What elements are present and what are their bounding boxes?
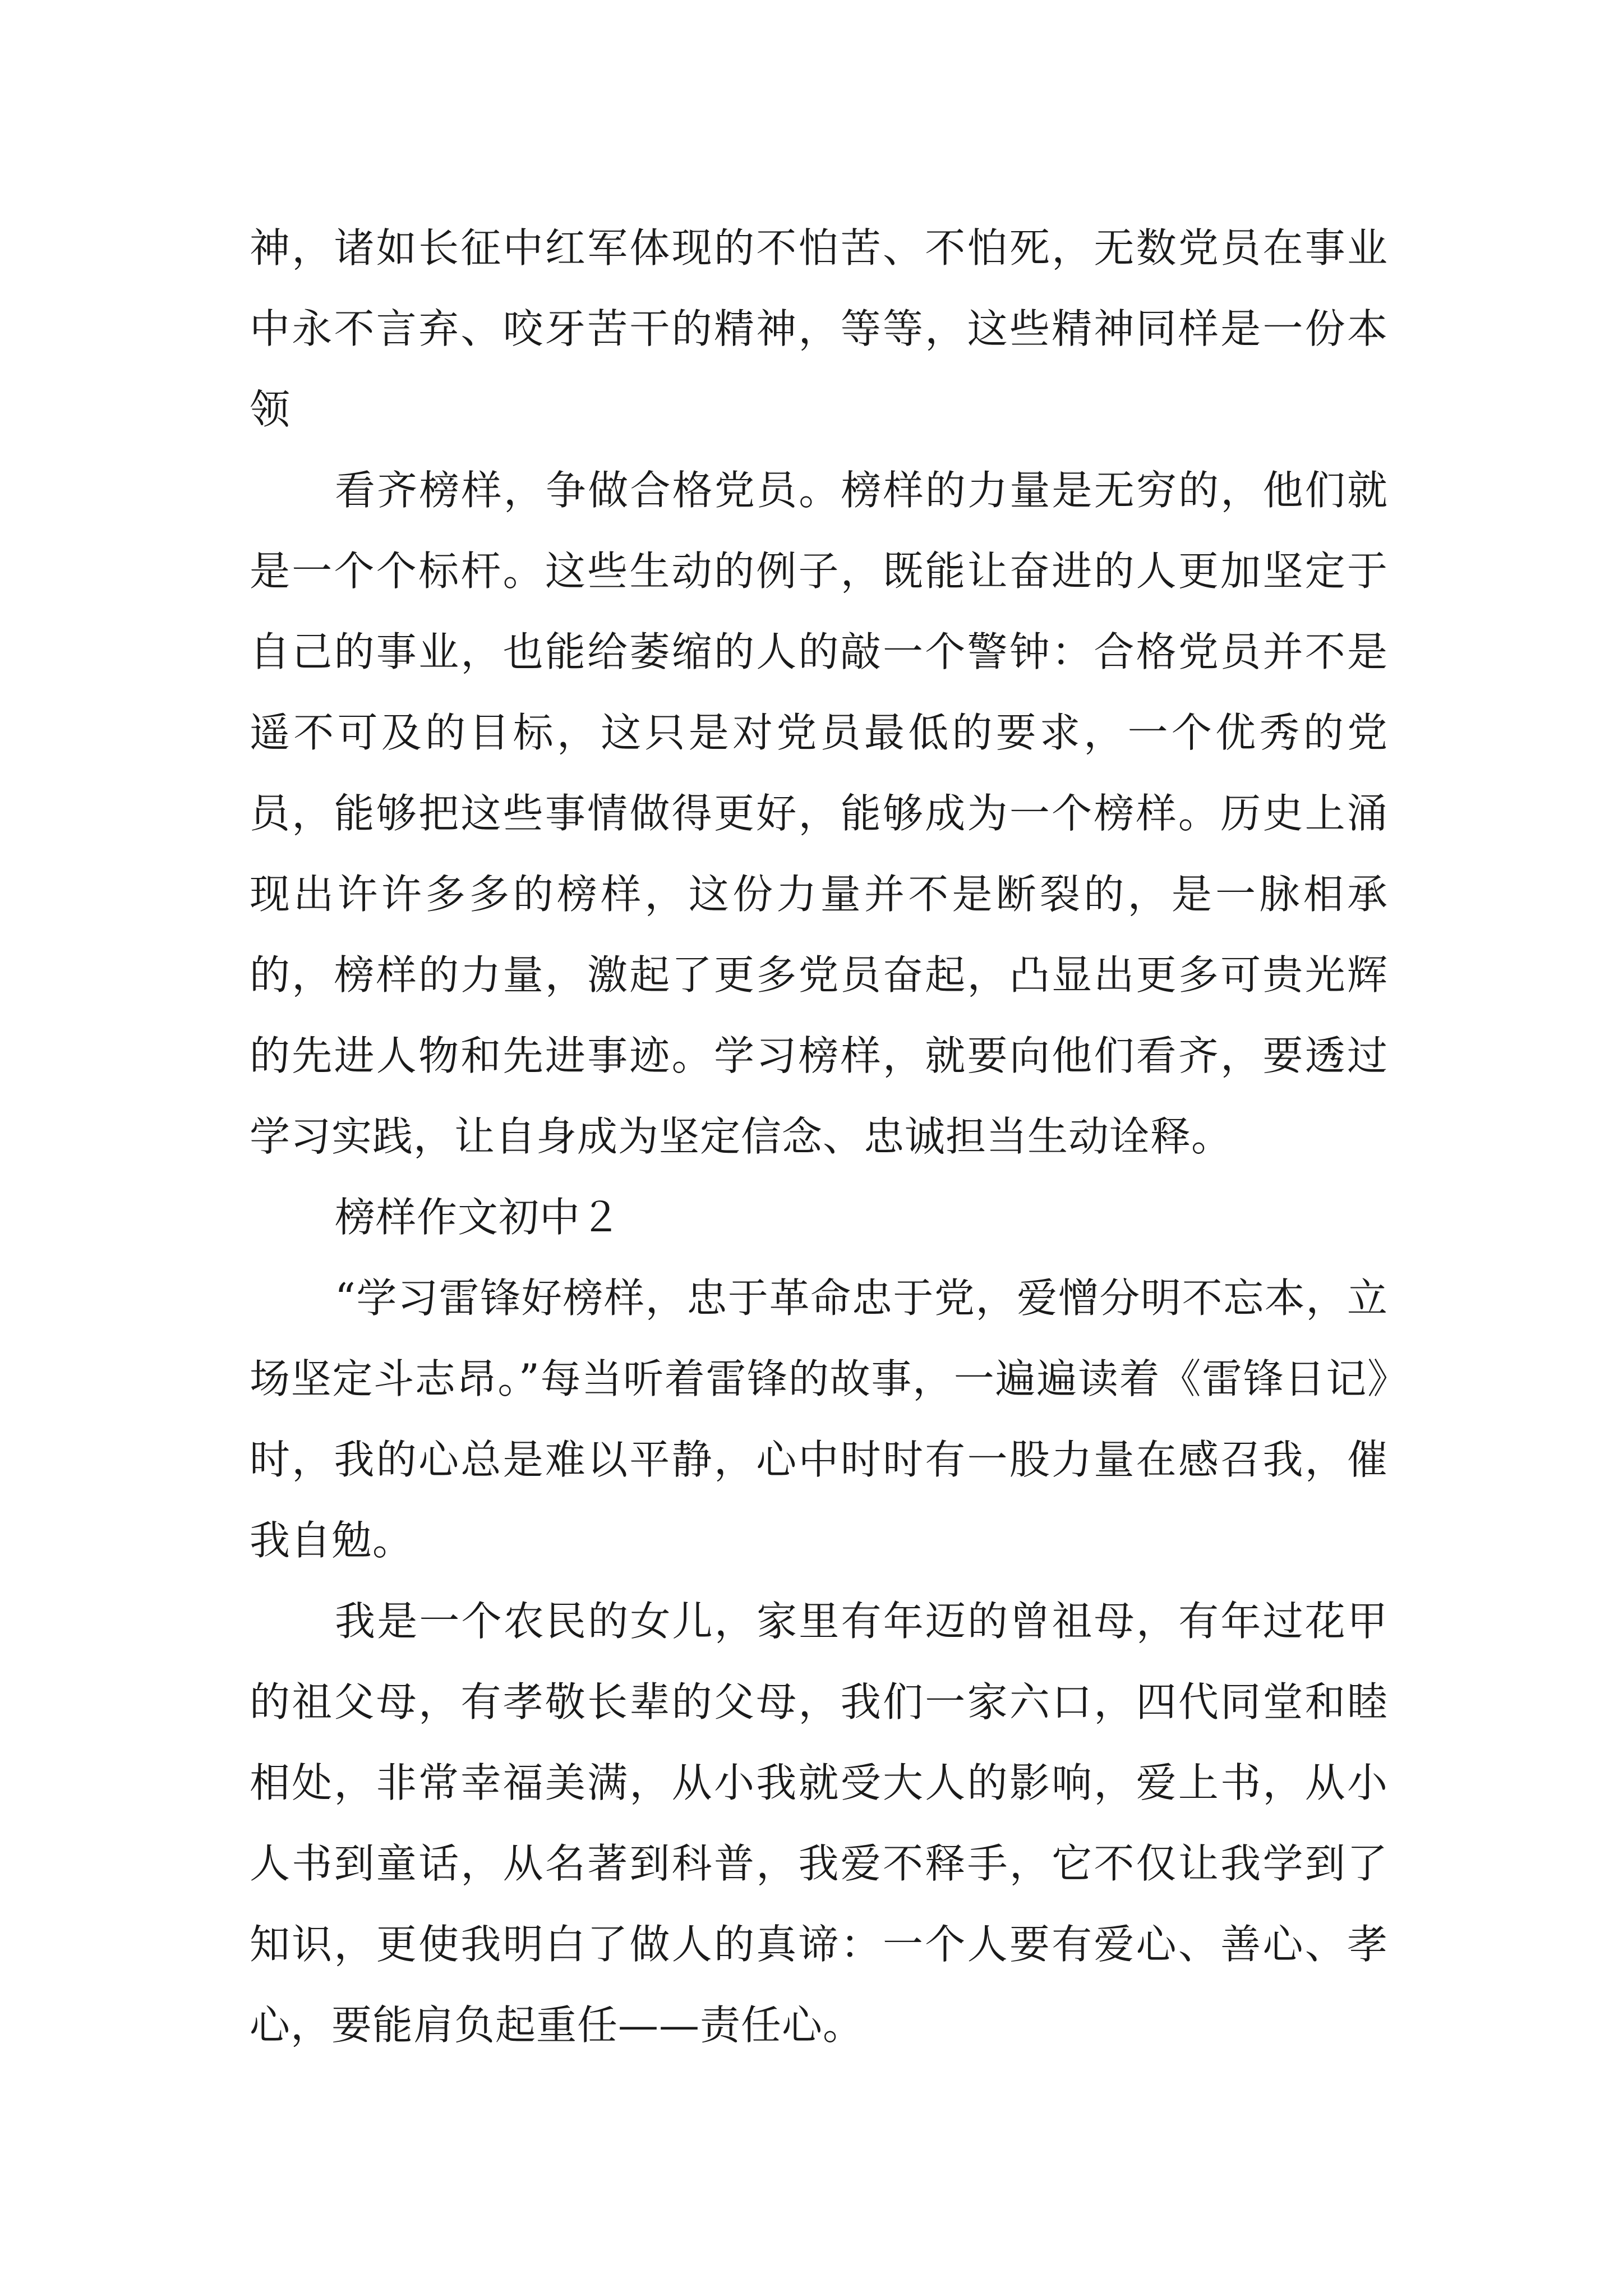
paragraph-role-models: 看齐榜样，争做合格党员。榜样的力量是无穷的，他们就是一个个标杆。这些生动的例子，既能让奋进的人更加坚定于自己的事业，也能给萎缩的人的敲一个警钟：合格党员并不是遥不可及的目标，这只是对党员最低的要求，一个优秀的党员，能够把这些事情做得更好，能够成为一个榜样。历史上涌现出许许多多的榜样，这份力量并不是断裂的，是一脉相承的，榜样的力量，激起了更多党员奋起，凸显出更多可贵光辉的先进人物和先进事迹。学习榜样，就要向他们看齐，要透过学习实践，让自身成为坚定信念、忠诚担当生动诠释。	[250, 467, 1388, 1160]
paragraph-family: 我是一个农民的女儿，家里有年迈的曾祖母，有年过花甲的祖父母，有孝敬长辈的父母，我们一家六口，四代同堂和睦相处，非常幸福美满，从小我就受大人的影响，爱上书，从小人书到童话，从名著到科普，我爱不释手，它不仅让我学到了知识，更使我明白了做人的真谛：一个人要有爱心、善心、孝心，要能肩负起重任——责任心。	[250, 1598, 1388, 2049]
document-body	[250, 208, 1388, 2065]
section-heading: 榜样作文初中２	[335, 1194, 622, 1241]
paragraph-continuation: 神，诸如长征中红军体现的不怕苦、不怕死，无数党员在事业中永不言弃、咬牙苦干的精神，等等，这些精神同样是一份本领	[250, 224, 1388, 433]
paragraph-lei-feng: “学习雷锋好榜样，忠于革命忠于党，爱憎分明不忘本，立场坚定斗志昂。”每当听着雷锋的故事，一遍遍读着《雷锋日记》时，我的心总是难以平静，心中时时有一股力量在感召我，催我自勉。	[250, 1274, 1388, 1564]
